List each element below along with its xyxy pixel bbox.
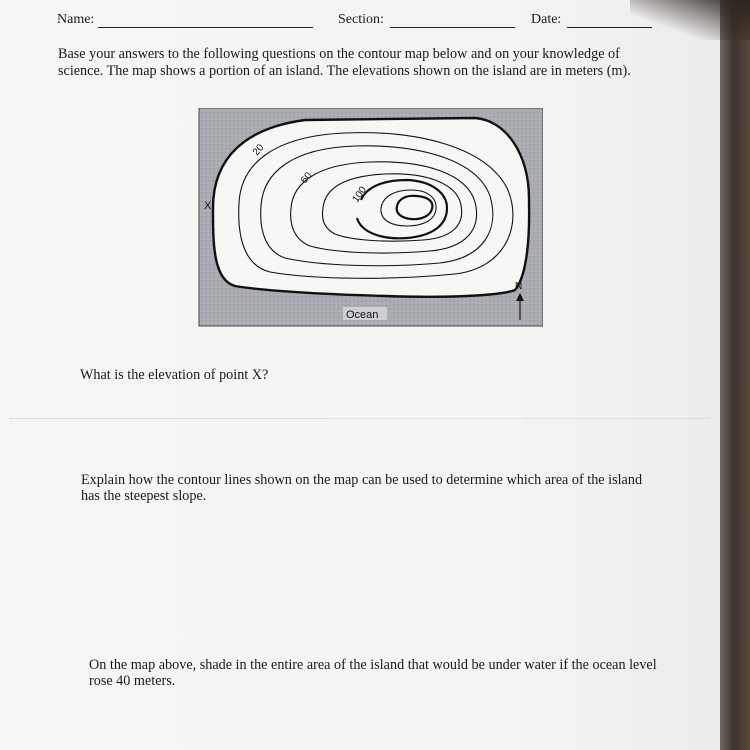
question-3: On the map above, shade in the entire area of the island that would be under water if the ocean level rose 40 meters.	[89, 657, 657, 689]
name-label: Name:	[57, 12, 95, 27]
point-x-label: X	[204, 200, 212, 212]
name-blank-line[interactable]	[98, 13, 313, 28]
north-label: N	[515, 281, 523, 292]
question-2: Explain how the contour lines shown on the map can be used to determine which area of the island has the steepest slope.	[81, 472, 643, 504]
contour-label-20: 20	[250, 142, 267, 158]
instructions-paragraph: Base your answers to the following questions on the contour map below and on your knowledge of science. The map shows a portion of an island. The elevations shown on the island are in meters (m).	[58, 46, 631, 79]
header-fields	[57, 12, 695, 36]
contour-label-100: 100	[350, 184, 370, 205]
date-label: Date:	[531, 12, 562, 27]
desk-edge	[720, 0, 750, 750]
question-1: What is the elevation of point X?	[80, 367, 269, 383]
desk-corner-shadow	[630, 0, 750, 40]
name-field[interactable]	[57, 12, 313, 28]
section-label: Section:	[338, 12, 384, 27]
ocean-label: Ocean	[346, 309, 379, 321]
answer-area-divider	[10, 418, 710, 421]
contour-map	[185, 108, 543, 330]
contour-map-svg	[185, 108, 543, 330]
section-blank-line[interactable]	[390, 13, 515, 28]
contour-label-60: 60	[298, 170, 315, 186]
section-field[interactable]	[338, 12, 515, 28]
